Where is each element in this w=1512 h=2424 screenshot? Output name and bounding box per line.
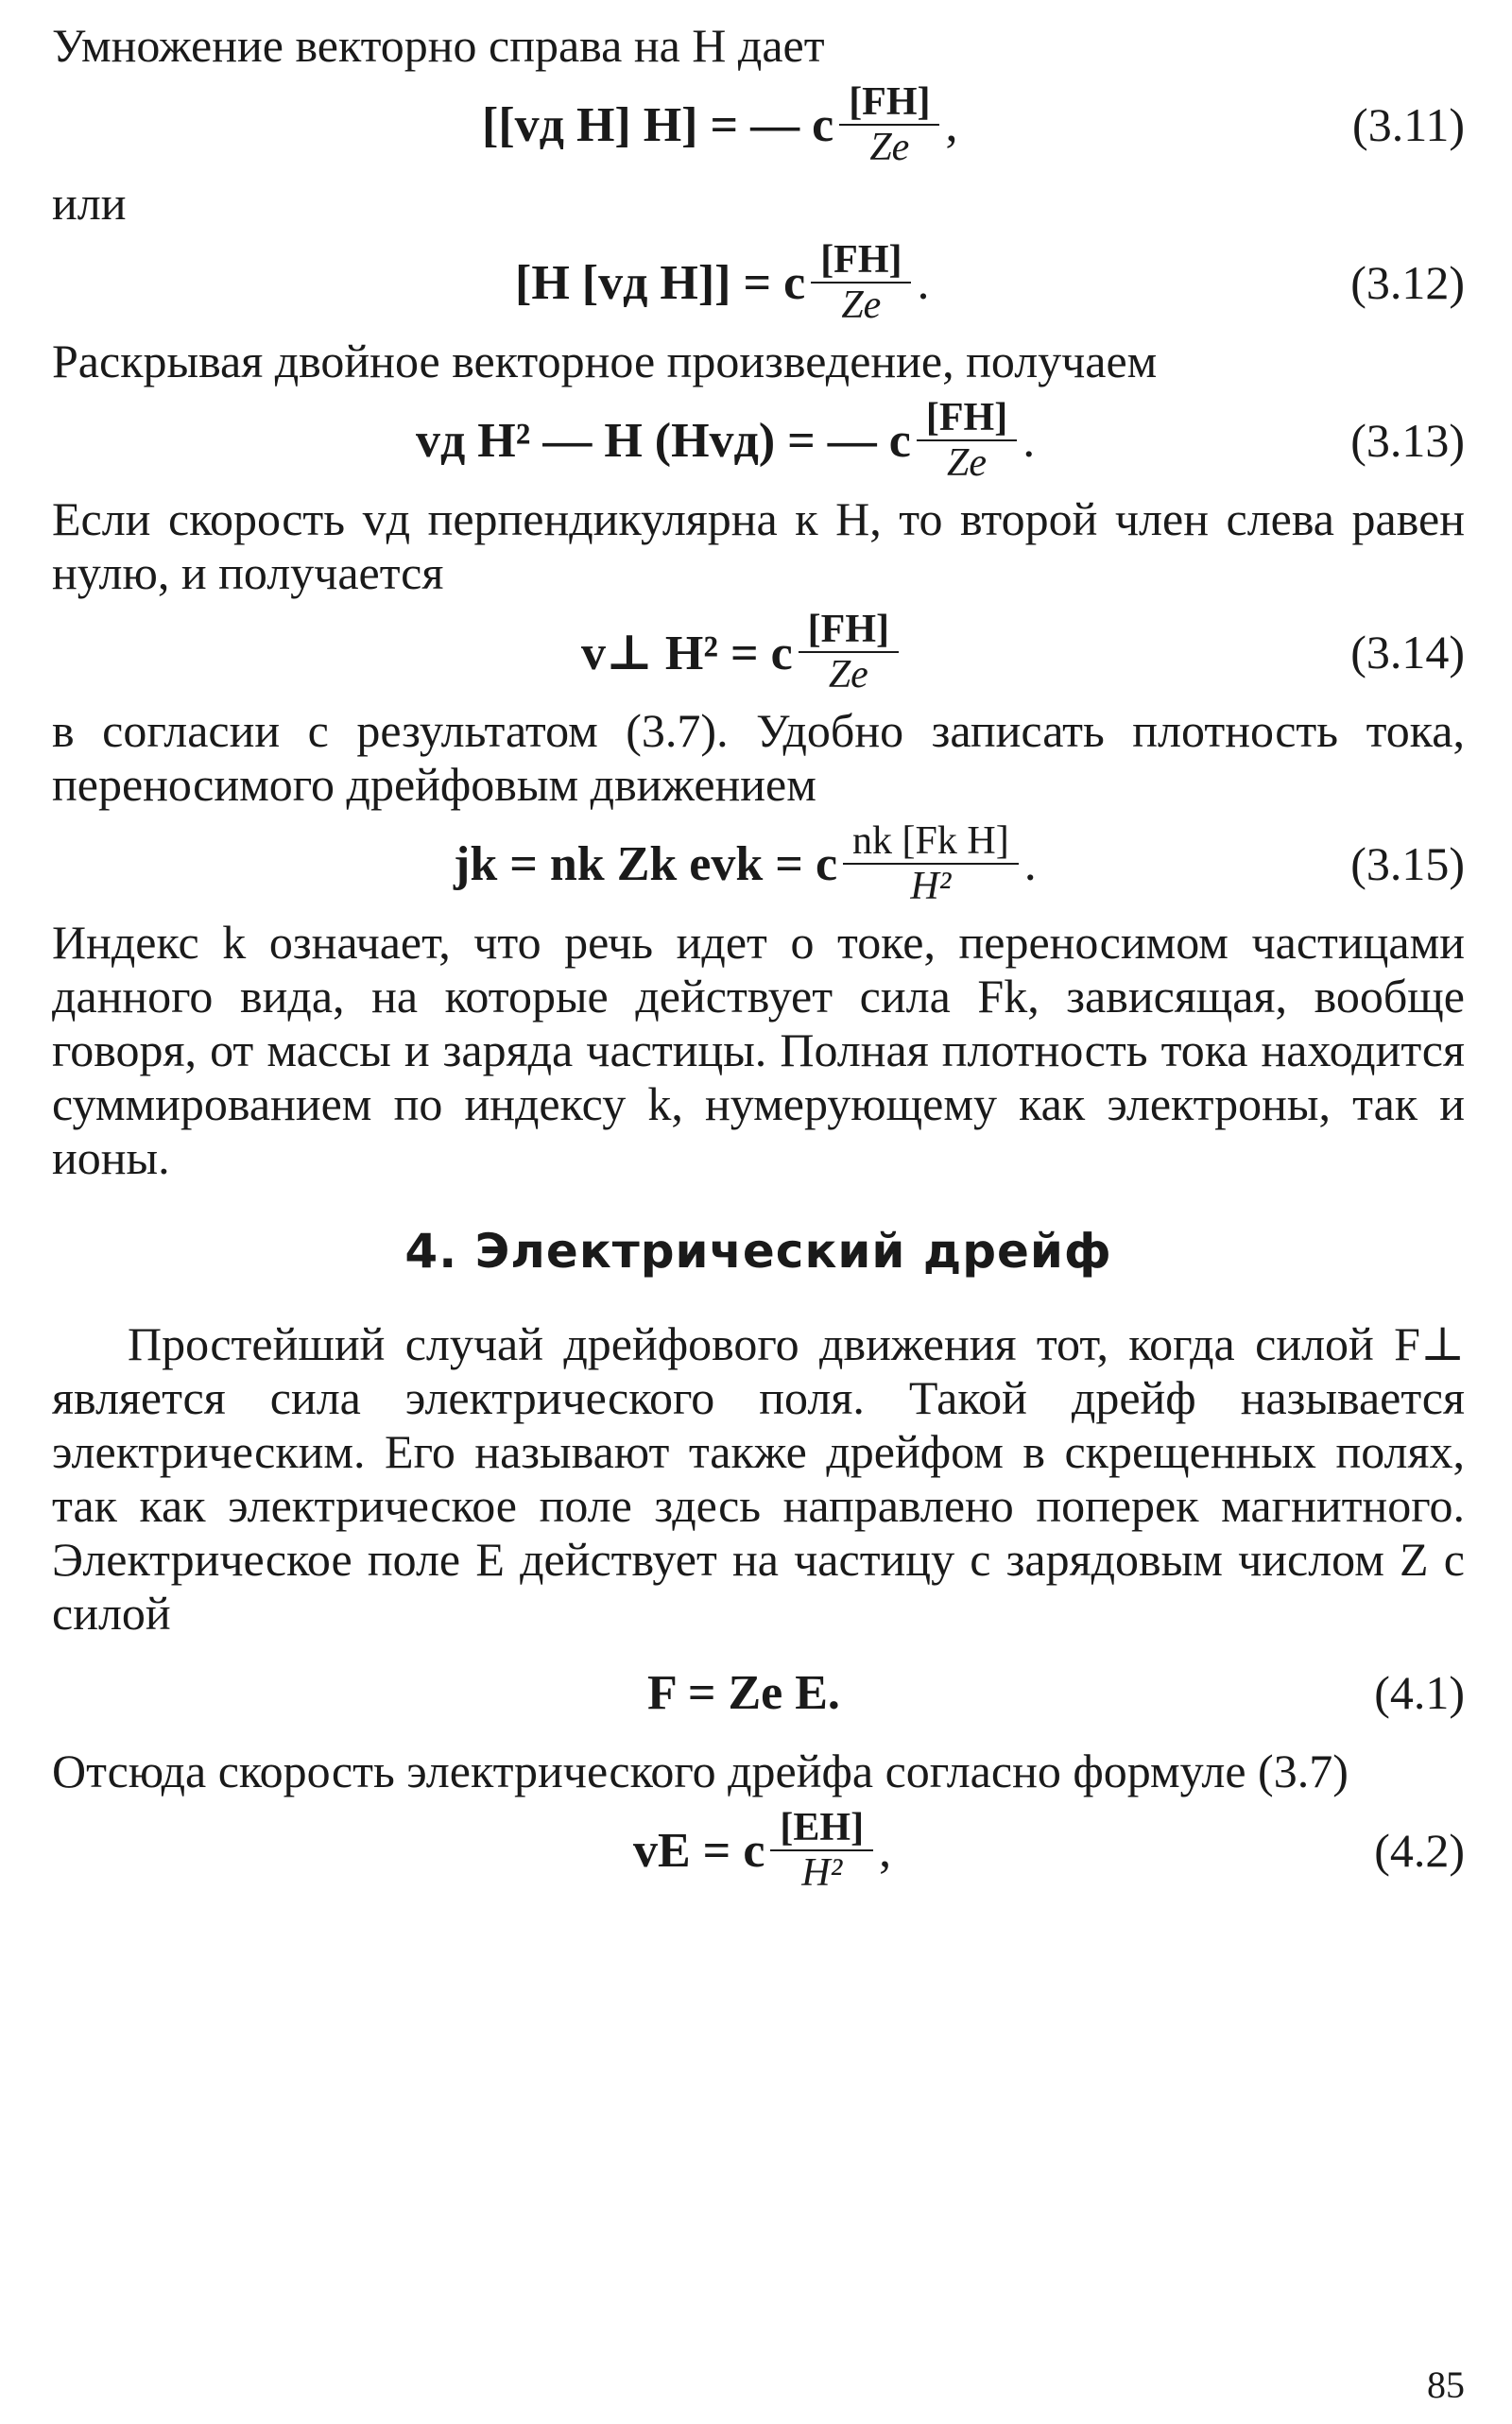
equation-3-12-number: (3.12) [1350,256,1465,309]
equation-3-15-denominator: H² [910,865,952,908]
equation-3-14 [52,600,1465,704]
equation-4-1 [52,1641,1465,1745]
equation-3-11-numerator: [FH] [839,80,939,126]
paragraph-simplest-case: Простейший случай дрейфового движения тот, когда силой F⊥ является сила электрического поля. Такой дрейф называется электрическим. Его называют также дрейфом в скрещенных полях, так как электрическое поле здесь направлено поперек магнитного. Электрическое поле E действует на частицу с зарядовым числом Z с силой [52,1317,1465,1640]
equation-3-13 [52,388,1465,492]
equation-3-12-trail: . [917,255,930,310]
equation-3-13-numerator: [FH] [917,396,1017,441]
equation-3-15-number: (3.15) [1350,837,1465,890]
equation-3-11-lhs: [[vд H] H] = — c [482,97,834,152]
equation-3-15-trail: . [1023,836,1037,891]
paragraph-or: или [52,177,127,230]
equation-3-15-fraction [843,819,1019,908]
equation-3-13-trail: . [1022,413,1036,468]
equation-3-15-lhs: jk = nk Zk evk = c [454,836,838,891]
equation-3-11 [52,73,1465,177]
equation-3-14-numerator: [FH] [799,608,899,653]
equation-3-13-lhs: vд H² — H (Hvд) = — c [416,413,911,468]
equation-3-11-trail: , [945,97,958,152]
equation-3-14-number: (3.14) [1350,626,1465,679]
paragraph-agreement: в согласии с результатом (3.7). Удобно записать плотность тока, переносимого дрейфовым движением [52,704,1465,811]
equation-3-11-fraction [839,80,939,169]
page-number: 85 [1427,2364,1465,2406]
equation-4-2-number: (4.2) [1374,1824,1465,1877]
equation-3-13-denominator: Ze [947,441,988,485]
equation-4-2 [52,1798,1465,1902]
equation-3-15 [52,812,1465,916]
paragraph-perpendicular: Если скорость vд перпендикулярна к H, то второй член слева равен нулю, и получается [52,492,1465,599]
equation-4-2-lhs: vE = c [633,1823,765,1878]
equation-3-14-denominator: Ze [828,653,868,696]
equation-4-2-trail: , [879,1823,892,1878]
equation-4-2-denominator: H² [801,1851,843,1895]
section-spacer-after [52,1289,1465,1317]
equation-4-1-body: F = Ze E. [647,1665,840,1720]
equation-3-13-fraction [917,396,1017,485]
paragraph-intro: Умножение векторно справа на H дает [52,19,825,72]
equation-3-11-number: (3.11) [1352,98,1465,151]
book-page [52,19,1465,2410]
paragraph-index-k: Индекс k означает, что речь идет о токе, переносимом частицами данного вида, на которые действует сила Fk, зависящая, вообще говоря, от массы и заряда частицы. Полная плотность тока находится суммированием по индексу k, нумерующему как электроны, так и ионы. [52,916,1465,1184]
section-spacer [52,1185,1465,1213]
equation-3-12 [52,231,1465,335]
equation-3-11-denominator: Ze [869,126,910,169]
equation-4-1-number: (4.1) [1374,1666,1465,1719]
equation-4-2-numerator: [EH] [770,1806,873,1851]
section-heading: 4. Электрический дрейф [404,1224,1112,1279]
equation-3-12-lhs: [H [vд H]] = c [515,255,806,310]
paragraph-expanding: Раскрывая двойное векторное произведение, получаем [52,335,1158,387]
equation-3-12-numerator: [FH] [811,238,911,284]
equation-3-15-numerator: nk [Fk H] [843,819,1019,865]
equation-3-12-fraction [811,238,911,327]
equation-3-12-denominator: Ze [841,284,882,327]
equation-4-2-fraction [770,1806,873,1895]
equation-3-13-number: (3.13) [1350,414,1465,467]
equation-3-14-lhs: v⊥ H² = c [581,626,793,680]
paragraph-hence: Отсюда скорость электрического дрейфа согласно формуле (3.7) [52,1745,1349,1797]
equation-3-14-fraction [799,608,899,696]
